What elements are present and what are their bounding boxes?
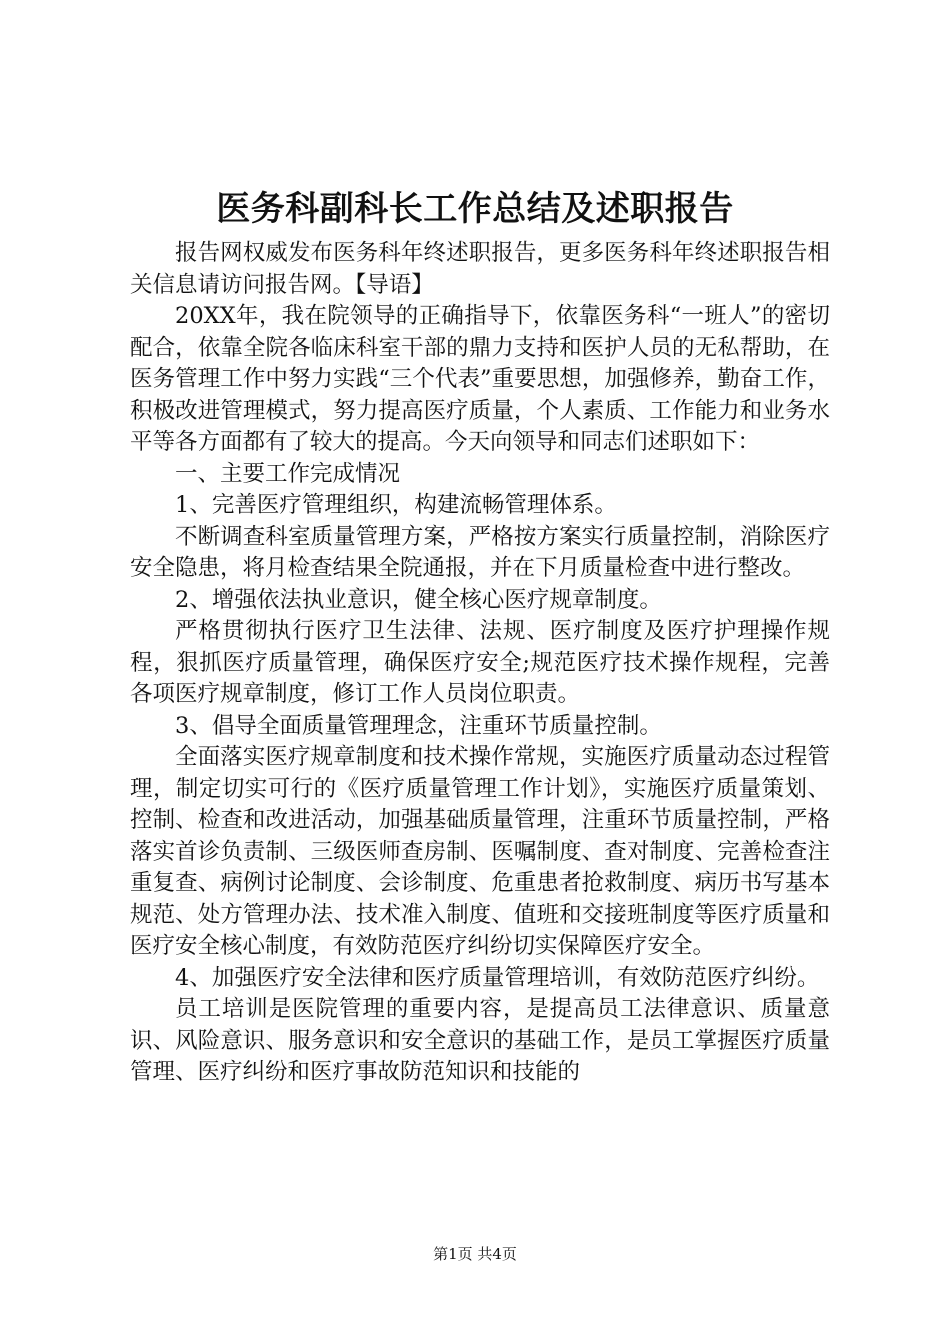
page-footer: 第1页 共4页 bbox=[433, 1245, 517, 1263]
item-heading-3: 3、倡导全面质量管理理念，注重环节质量控制。 bbox=[175, 712, 662, 739]
item-body-2: 严格贯彻执行医疗卫生法律、法规、医疗制度及医疗护理操作规程，狠抓医疗质量管理，确保医疗安全;规范医疗技术操作规程，完善各项医疗规章制度，修订工作人员岗位职责。 bbox=[130, 618, 830, 707]
paragraph-overview: 20XX年，我在院领导的正确指导下，依靠医务科“一班人”的密切配合，依靠全院各临床科室干部的鼎力支持和医护人员的无私帮助，在医务管理工作中努力实践“三个代表”重要思想，加强修养，勤奋工作，积极改进管理模式，努力提高医疗质量，个人素质、工作能力和业务水平等各方面都有了较大的提高。今天向领导和同志们述职如下： bbox=[130, 303, 830, 455]
item-heading-1: 1、完善医疗管理组织，构建流畅管理体系。 bbox=[175, 492, 617, 518]
document-body bbox=[130, 238, 830, 1089]
item-body-4: 员工培训是医院管理的重要内容，是提高员工法律意识、质量意识、风险意识、服务意识和安全意识的基础工作，是员工掌握医疗质量管理、医疗纠纷和医疗事故防范知识和技能的 bbox=[130, 996, 830, 1085]
item-body-3: 全面落实医疗规章制度和技术操作常规，实施医疗质量动态过程管理，制定切实可行的《医疗质量管理工作计划》，实施医疗质量策划、控制、检查和改进活动，加强基础质量管理，注重环节质量控制，严格落实首诊负责制、三级医师查房制、医嘱制度、查对制度、完善检查注重复查、病例讨论制度、会诊制度、危重患者抢救制度、病历书写基本规范、处方管理办法、技术准入制度、值班和交接班制度等医疗质量和医疗安全核心制度，有效防范医疗纠纷切实保障医疗安全。 bbox=[130, 744, 830, 959]
item-body-1: 不断调查科室质量管理方案，严格按方案实行质量控制，消除医疗安全隐患，将月检查结果全院通报，并在下月质量检查中进行整改。 bbox=[130, 523, 830, 581]
section-heading: 一、主要工作完成情况 bbox=[175, 460, 401, 487]
item-heading-4: 4、加强医疗安全法律和医疗质量管理培训，有效防范医疗纠纷。 bbox=[175, 964, 820, 991]
paragraph-intro: 报告网权威发布医务科年终述职报告，更多医务科年终述职报告相关信息请访问报告网。【导语】 bbox=[130, 240, 830, 298]
document-title: 医务科副科长工作总结及述职报告 bbox=[216, 189, 734, 229]
item-heading-2: 2、增强依法执业意识，健全核心医疗规章制度。 bbox=[175, 586, 662, 613]
